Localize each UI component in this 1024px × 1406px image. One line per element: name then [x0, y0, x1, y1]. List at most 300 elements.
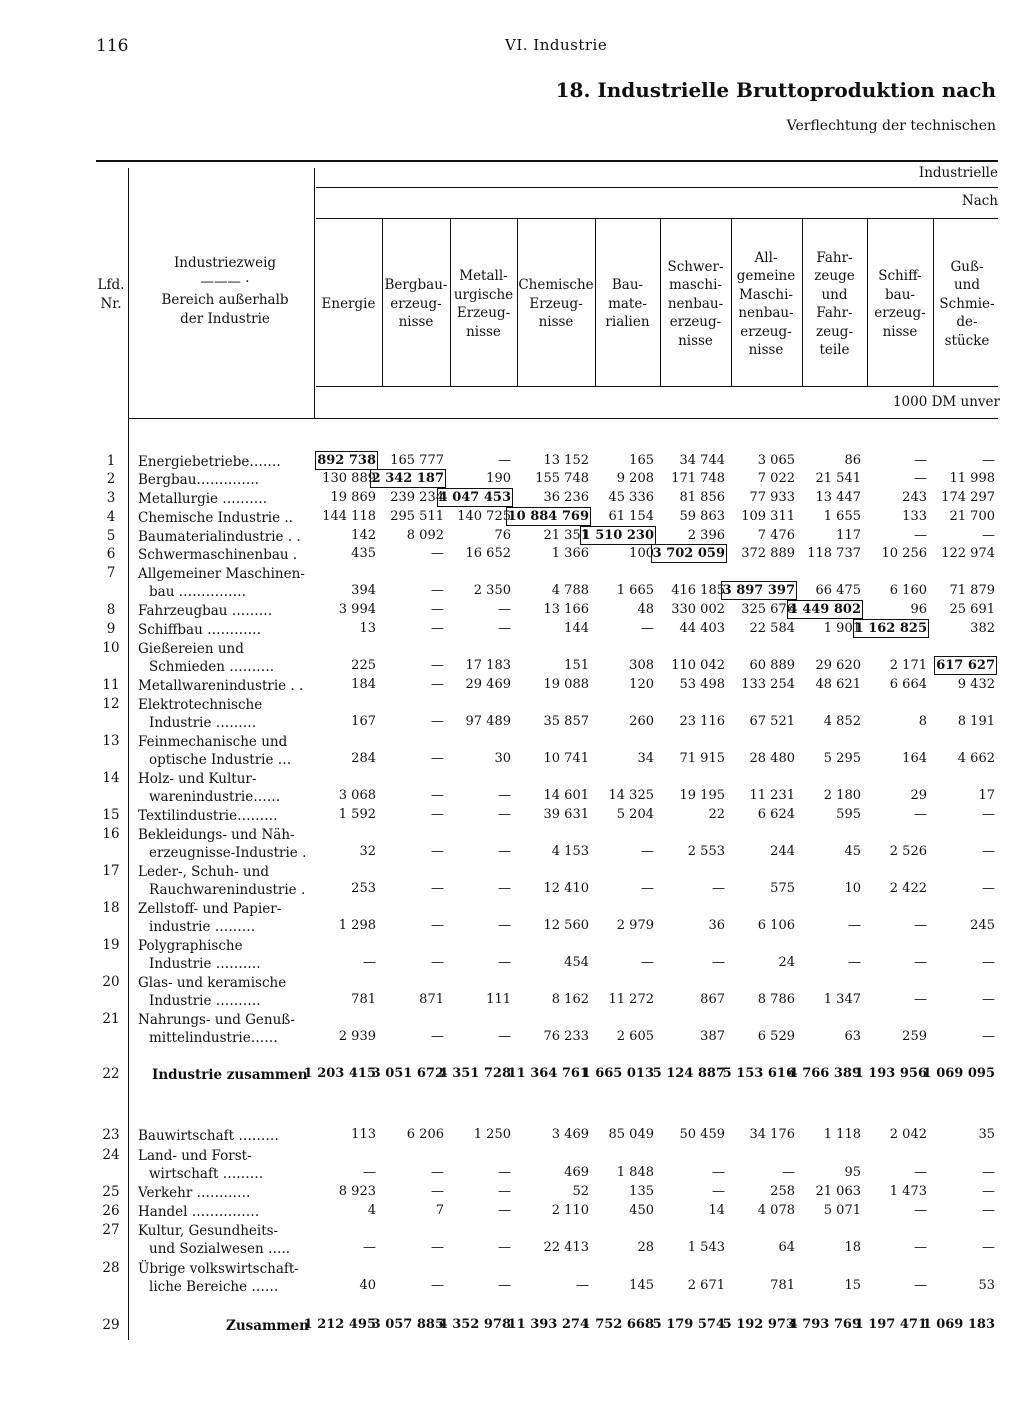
table-cell: 111: [486, 992, 511, 1007]
table-cell: —: [712, 881, 725, 896]
row-label: Chemische Industrie ..: [138, 510, 293, 526]
table-cell: 36: [708, 918, 725, 933]
table-cell: —: [914, 1165, 927, 1180]
table-cell: 34: [637, 751, 654, 766]
table-cell: 6 106: [757, 918, 795, 933]
table-cell: 1 543: [687, 1240, 725, 1255]
table-cell: 13 447: [815, 490, 861, 505]
table-cell: 15: [844, 1278, 861, 1293]
table-cell: 11 998: [949, 471, 995, 486]
table-cell: 12 560: [543, 918, 589, 933]
column-header: Guß- und Schmie- de- stücke: [939, 258, 995, 349]
table-cell: 382: [970, 621, 995, 636]
row-label: Elektrotechnische Industrie ………: [138, 696, 263, 731]
table-cell: 85 049: [608, 1127, 654, 1142]
row-number: 12: [102, 695, 120, 712]
table-cell: 19 088: [543, 677, 589, 692]
table-cell: 3 702 059: [652, 546, 725, 561]
table-cell: 165 777: [390, 453, 444, 468]
table-cell: 100: [629, 546, 654, 561]
table-cell: 29: [910, 788, 927, 803]
table-cell: 2 110: [551, 1203, 589, 1218]
running-head: VI. Industrie: [505, 36, 608, 54]
table-cell: —: [914, 471, 927, 486]
table-cell: 2 671: [687, 1278, 725, 1293]
table-cell: 22 413: [543, 1240, 589, 1255]
row-label: Energiebetriebe…….: [138, 454, 281, 470]
table-cell: 35 857: [543, 714, 589, 729]
table-cell: 184: [351, 677, 376, 692]
row-label: Zusammen: [226, 1318, 309, 1334]
table-cell: 61 154: [608, 509, 654, 524]
row-number: 26: [102, 1203, 120, 1219]
table-cell: 53 498: [679, 677, 725, 692]
table-subtitle: Verflechtung der technischen: [786, 118, 996, 134]
table-cell: 50 459: [679, 1127, 725, 1142]
table-cell: 595: [836, 807, 861, 822]
row-number: 15: [102, 807, 120, 823]
table-cell: —: [982, 844, 995, 859]
row-label: Leder-, Schuh- und Rauchwarenindustrie .: [138, 863, 306, 898]
table-cell: 1 118: [823, 1127, 861, 1142]
table-cell: 19 869: [330, 490, 376, 505]
table-cell: 7: [435, 1203, 444, 1218]
table-cell: 17: [978, 788, 995, 803]
table-cell: 21 351: [543, 528, 589, 543]
row-number: 20: [102, 973, 120, 990]
table-cell: 140 725: [457, 509, 511, 524]
table-cell: 45 336: [608, 490, 654, 505]
row-number: 7: [106, 564, 116, 581]
table-cell: 71 915: [679, 751, 725, 766]
nr-divider: [128, 168, 129, 1340]
table-cell: 7 022: [757, 471, 795, 486]
table-cell: —: [363, 1165, 376, 1180]
table-cell: 2 171: [889, 658, 927, 673]
table-cell: 14 601: [543, 788, 589, 803]
table-cell: 1 193 956: [854, 1066, 927, 1081]
row-label: Gießereien und Schmieden ……….: [138, 640, 275, 675]
row-number: 27: [102, 1221, 120, 1238]
table-cell: 243: [902, 490, 927, 505]
table-cell: —: [498, 1184, 511, 1199]
table-cell: 14: [708, 1203, 725, 1218]
table-cell: —: [498, 1203, 511, 1218]
table-cell: 387: [700, 1029, 725, 1044]
table-cell: 3 068: [338, 788, 376, 803]
table-cell: 4 788: [551, 583, 589, 598]
table-cell: —: [431, 844, 444, 859]
table-cell: 11 364 761: [507, 1066, 589, 1081]
table-cell: 1 752 668: [581, 1317, 654, 1332]
table-cell: 174 297: [941, 490, 995, 505]
table-cell: —: [982, 1029, 995, 1044]
table-cell: 120: [629, 677, 654, 692]
table-cell: 2 350: [473, 583, 511, 598]
table-cell: 2 042: [889, 1127, 927, 1142]
table-cell: 40: [359, 1278, 376, 1293]
table-cell: —: [431, 751, 444, 766]
table-cell: 22: [708, 807, 725, 822]
table-cell: —: [498, 955, 511, 970]
table-cell: —: [576, 1278, 589, 1293]
table-cell: —: [914, 528, 927, 543]
row-number: 4: [106, 509, 116, 525]
table-cell: 4 662: [957, 751, 995, 766]
row-number: 13: [102, 732, 120, 749]
table-cell: 225: [351, 658, 376, 673]
row-label: Schwermaschinenbau .: [138, 547, 298, 563]
table-cell: —: [498, 1029, 511, 1044]
header-lfd-nr: Lfd. Nr.: [97, 277, 125, 312]
table-cell: 2 180: [823, 788, 861, 803]
table-cell: —: [782, 1165, 795, 1180]
table-cell: —: [431, 1165, 444, 1180]
column-header: Schiff- bau- erzeug- nisse: [874, 268, 926, 340]
table-cell: 2 422: [889, 881, 927, 896]
row-number: 10: [102, 639, 120, 656]
table-cell: 284: [351, 751, 376, 766]
table-cell: 1 069 183: [922, 1317, 995, 1332]
table-cell: —: [914, 1278, 927, 1293]
table-cell: 9 432: [957, 677, 995, 692]
table-cell: —: [641, 844, 654, 859]
table-cell: —: [914, 992, 927, 1007]
table-cell: 259: [902, 1029, 927, 1044]
table-cell: 76: [494, 528, 511, 543]
row-label: Kultur, Gesundheits- und Sozialwesen …..: [138, 1222, 291, 1257]
table-cell: —: [431, 881, 444, 896]
table-cell: 34 744: [679, 453, 725, 468]
table-cell: 1 665 013: [581, 1066, 654, 1081]
row-number: 11: [102, 677, 120, 693]
table-cell: 1 848: [616, 1165, 654, 1180]
row-label: Land- und Forst- wirtschaft ………: [138, 1147, 264, 1182]
table-cell: —: [431, 918, 444, 933]
table-cell: 4: [367, 1203, 376, 1218]
table-cell: 110 042: [671, 658, 725, 673]
table-cell: 165: [629, 453, 654, 468]
table-cell: —: [431, 546, 444, 561]
table-cell: 36 236: [543, 490, 589, 505]
row-number: 8: [106, 602, 116, 618]
row-number: 5: [106, 528, 116, 544]
table-cell: 10 884 769: [507, 509, 589, 524]
row-number: 19: [102, 936, 120, 953]
table-cell: 64: [778, 1240, 795, 1255]
table-cell: —: [712, 1165, 725, 1180]
table-cell: 130 889: [322, 471, 376, 486]
table-cell: 3 065: [757, 453, 795, 468]
table-cell: 1 162 825: [854, 621, 927, 636]
table-cell: 5 179 574: [652, 1317, 725, 1332]
table-cell: 1 197 471: [854, 1317, 927, 1332]
table-cell: 16 652: [465, 546, 511, 561]
table-cell: —: [498, 881, 511, 896]
row-number: 14: [102, 769, 120, 786]
table-cell: —: [982, 1184, 995, 1199]
column-header: Chemische Erzeug- nisse: [518, 277, 594, 331]
table-cell: —: [982, 955, 995, 970]
row-number: 23: [102, 1127, 120, 1143]
table-cell: —: [431, 714, 444, 729]
row-number: 3: [106, 490, 116, 506]
table-cell: —: [914, 955, 927, 970]
table-cell: 617 627: [936, 658, 995, 673]
table-cell: 8 786: [757, 992, 795, 1007]
table-cell: —: [498, 1240, 511, 1255]
table-cell: —: [982, 992, 995, 1007]
table-cell: —: [982, 1165, 995, 1180]
table-cell: 5 295: [823, 751, 861, 766]
table-cell: 253: [351, 881, 376, 896]
table-cell: 23 116: [679, 714, 725, 729]
table-cell: 11 231: [749, 788, 795, 803]
table-cell: 4 047 453: [438, 490, 511, 505]
table-cell: 6 160: [889, 583, 927, 598]
table-cell: 781: [351, 992, 376, 1007]
table-cell: 239 234: [390, 490, 444, 505]
table-cell: 60 889: [749, 658, 795, 673]
table-cell: 21 700: [949, 509, 995, 524]
table-cell: —: [431, 1184, 444, 1199]
table-cell: 32: [359, 844, 376, 859]
row-label: Handel ……………: [138, 1204, 260, 1220]
table-cell: —: [982, 881, 995, 896]
table-cell: 29 469: [465, 677, 511, 692]
table-cell: —: [982, 807, 995, 822]
table-cell: —: [498, 453, 511, 468]
table-cell: 22 584: [749, 621, 795, 636]
table-cell: —: [848, 955, 861, 970]
table-cell: —: [498, 788, 511, 803]
row-label: Verkehr …………: [138, 1185, 251, 1201]
table-cell: 2 396: [687, 528, 725, 543]
table-cell: 258: [770, 1184, 795, 1199]
table-cell: 28 480: [749, 751, 795, 766]
table-cell: 13: [359, 621, 376, 636]
table-cell: 1 592: [338, 807, 376, 822]
table-cell: 45: [844, 844, 861, 859]
table-cell: 3 051 672: [371, 1066, 444, 1081]
table-cell: 575: [770, 881, 795, 896]
table-cell: 118 737: [807, 546, 861, 561]
table-cell: 4 793 769: [788, 1317, 861, 1332]
table-cell: 8 092: [406, 528, 444, 543]
header-unit: 1000 DM unver: [892, 394, 1000, 410]
table-cell: 171 748: [671, 471, 725, 486]
table-cell: 6 624: [757, 807, 795, 822]
table-cell: —: [914, 807, 927, 822]
table-cell: —: [431, 658, 444, 673]
table-cell: 81 856: [679, 490, 725, 505]
table-cell: 5 192 973: [722, 1317, 795, 1332]
table-cell: 151: [564, 658, 589, 673]
table-cell: 14 325: [608, 788, 654, 803]
table-cell: 6 206: [406, 1127, 444, 1142]
table-cell: 11 272: [608, 992, 654, 1007]
table-cell: —: [431, 583, 444, 598]
table-cell: 52: [572, 1184, 589, 1199]
table-cell: 66 475: [815, 583, 861, 598]
table-cell: 1 366: [551, 546, 589, 561]
row-label: Polygraphische Industrie ……….: [138, 937, 261, 972]
table-cell: 29 620: [815, 658, 861, 673]
table-cell: —: [363, 955, 376, 970]
table-cell: 13 152: [543, 453, 589, 468]
row-label: Glas- und keramische Industrie ……….: [138, 974, 287, 1009]
table-cell: 469: [564, 1165, 589, 1180]
table-cell: —: [431, 955, 444, 970]
table-cell: 8: [918, 714, 927, 729]
row-label: Allgemeiner Maschinen- bau ……………: [138, 565, 305, 600]
table-cell: 13 166: [543, 602, 589, 617]
table-cell: 2 553: [687, 844, 725, 859]
table-cell: 245: [970, 918, 995, 933]
table-cell: 1 347: [823, 992, 861, 1007]
column-header: Energie: [321, 295, 376, 312]
table-cell: 113: [351, 1127, 376, 1142]
table-cell: 76 233: [543, 1029, 589, 1044]
column-header: Metall- urgische Erzeug- nisse: [453, 268, 514, 340]
row-label: Bauwirtschaft ………: [138, 1128, 279, 1144]
table-cell: 39 631: [543, 807, 589, 822]
row-number: 17: [102, 862, 120, 879]
column-header: Bau- mate- rialien: [605, 277, 650, 331]
table-cell: 416 185: [671, 583, 725, 598]
column-header: Fahr- zeuge und Fahr- zeug- teile: [814, 249, 855, 358]
row-number: 24: [102, 1146, 120, 1163]
row-label: Feinmechanische und optische Industrie …: [138, 733, 292, 768]
table-cell: 53: [978, 1278, 995, 1293]
table-cell: 7 476: [757, 528, 795, 543]
table-cell: 5 071: [823, 1203, 861, 1218]
table-cell: 144 118: [322, 509, 376, 524]
table-cell: 10 256: [881, 546, 927, 561]
row-label: Industrie zusammen: [152, 1067, 308, 1083]
table-cell: 8 923: [338, 1184, 376, 1199]
table-cell: —: [641, 955, 654, 970]
table-cell: 63: [844, 1029, 861, 1044]
table-cell: 2 939: [338, 1029, 376, 1044]
table-cell: 71 879: [949, 583, 995, 598]
row-number: 29: [102, 1317, 120, 1333]
row-number: 25: [102, 1184, 120, 1200]
table-cell: —: [431, 602, 444, 617]
table-cell: 5 204: [616, 807, 654, 822]
row-label: Fahrzeugbau ………: [138, 603, 273, 619]
page-number: 116: [96, 36, 129, 56]
table-cell: 86: [844, 453, 861, 468]
table-cell: 244: [770, 844, 795, 859]
table-cell: 4 078: [757, 1203, 795, 1218]
table-cell: 133 254: [741, 677, 795, 692]
row-number: 21: [102, 1010, 120, 1027]
header-group-nach: Nach: [961, 193, 998, 209]
top-rule: [96, 160, 998, 162]
table-cell: 1 473: [889, 1184, 927, 1199]
table-cell: 450: [629, 1203, 654, 1218]
table-cell: 1 069 095: [922, 1066, 995, 1081]
row-label: Holz- und Kultur- warenindustrie……: [138, 770, 281, 805]
table-cell: 28: [637, 1240, 654, 1255]
zweig-divider: [314, 168, 315, 418]
table-cell: 4 351 728: [438, 1066, 511, 1081]
table-cell: —: [498, 602, 511, 617]
table-cell: 1 212 495: [303, 1317, 376, 1332]
table-cell: 3 994: [338, 602, 376, 617]
row-label: Übrige volkswirtschaft- liche Bereiche ……: [138, 1260, 299, 1295]
table-cell: 142: [351, 528, 376, 543]
table-cell: 435: [351, 546, 376, 561]
table-cell: —: [431, 621, 444, 636]
table-cell: —: [431, 807, 444, 822]
header-industriezweig: Industriezweig ——— · Bereich außerhalb der Industrie: [161, 255, 289, 327]
group-rule-2: [316, 218, 998, 219]
table-cell: —: [498, 918, 511, 933]
table-cell: 1 901: [823, 621, 861, 636]
table-cell: —: [498, 621, 511, 636]
table-cell: 44 403: [679, 621, 725, 636]
table-cell: —: [914, 1203, 927, 1218]
table-cell: 5 124 887: [652, 1066, 725, 1081]
table-cell: 4 153: [551, 844, 589, 859]
table-cell: 34 176: [749, 1127, 795, 1142]
table-cell: 6 664: [889, 677, 927, 692]
table-cell: 867: [700, 992, 725, 1007]
table-cell: 1 510 230: [581, 528, 654, 543]
table-cell: 330 002: [671, 602, 725, 617]
row-number: 9: [106, 621, 116, 637]
table-cell: —: [914, 453, 927, 468]
table-cell: 3 469: [551, 1127, 589, 1142]
row-number: 1: [106, 453, 116, 469]
table-cell: 295 511: [390, 509, 444, 524]
table-cell: 9 208: [616, 471, 654, 486]
table-cell: 1 665: [616, 583, 654, 598]
table-cell: 1 298: [338, 918, 376, 933]
table-cell: 1 655: [823, 509, 861, 524]
table-cell: 2 342 187: [371, 471, 444, 486]
table-cell: —: [914, 918, 927, 933]
table-cell: 1 203 415: [303, 1066, 376, 1081]
table-cell: —: [498, 844, 511, 859]
table-cell: 5 153 616: [722, 1066, 795, 1081]
table-cell: —: [431, 677, 444, 692]
table-cell: 8 191: [957, 714, 995, 729]
row-number: 22: [102, 1066, 120, 1082]
table-cell: 454: [564, 955, 589, 970]
table-cell: —: [712, 955, 725, 970]
table-cell: 21 063: [815, 1184, 861, 1199]
header-group-industrielle: Industrielle: [918, 165, 998, 181]
table-cell: 122 974: [941, 546, 995, 561]
table-cell: —: [848, 918, 861, 933]
row-label: Zellstoff- und Papier- industrie ………: [138, 900, 282, 935]
table-cell: 167: [351, 714, 376, 729]
row-number: 16: [102, 825, 120, 842]
table-cell: 12 410: [543, 881, 589, 896]
table-cell: 3 897 397: [722, 583, 795, 598]
row-number: 6: [106, 546, 116, 562]
row-number: 2: [106, 471, 116, 487]
column-head-rule: [316, 386, 998, 387]
table-cell: 109 311: [741, 509, 795, 524]
table-cell: —: [712, 1184, 725, 1199]
column-header: Bergbau- erzeug- nisse: [384, 277, 448, 331]
table-cell: 781: [770, 1278, 795, 1293]
table-cell: 4 449 802: [788, 602, 861, 617]
